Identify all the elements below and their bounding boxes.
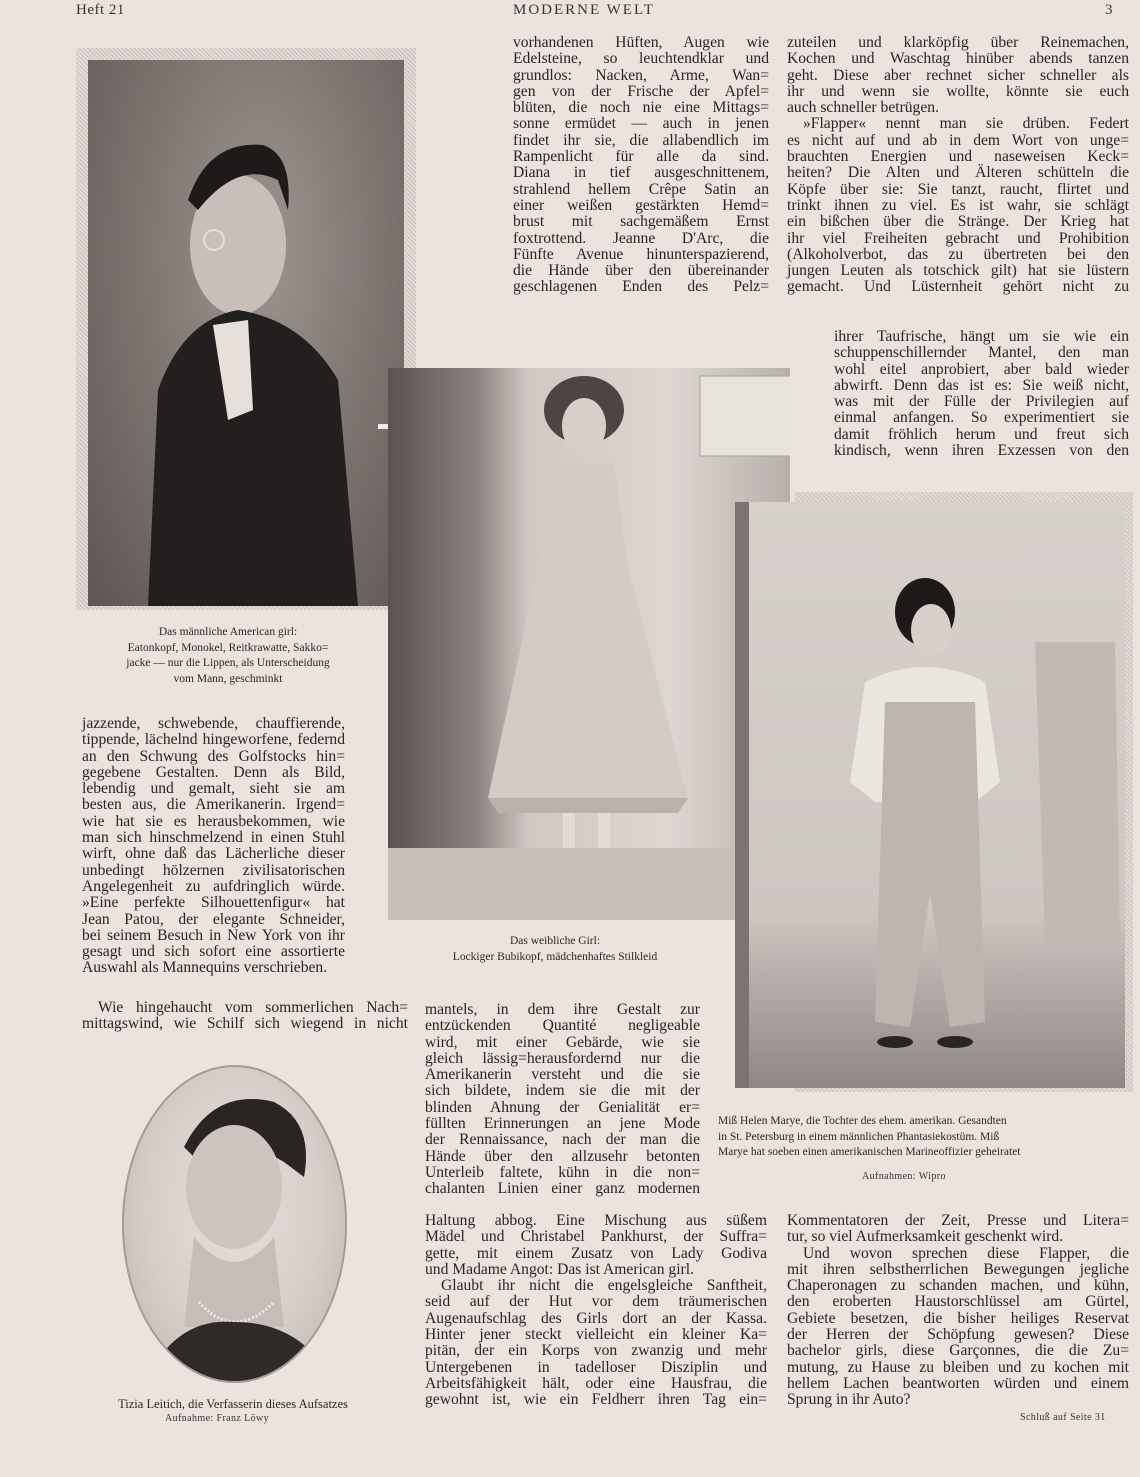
text-line: einer weißen gestärkten Hemd= <box>513 196 769 214</box>
text-line: pitän, der ein Korps von zwanzig und mehr <box>425 1342 767 1360</box>
text-line: und Madame Angot: Das ist American girl. <box>425 1260 694 1278</box>
caption-line: Marye hat soeben einen amerikanischen Marineoffizier geheiratet <box>718 1146 1021 1158</box>
caption-line: Lockiger Bubikopf, mädchenhaftes Stilkleid <box>452 950 658 963</box>
text-line: Diana in tief ausgeschnittenem, <box>513 164 769 182</box>
text-line: Sprung in ihr Auto? <box>787 1391 911 1409</box>
magazine-title: MODERNE WELT <box>513 2 655 18</box>
text-line: gleich lässig=herausfordernd nur die <box>425 1049 700 1067</box>
text-line: Haltung abbog. Eine Mischung aus süßem <box>425 1212 767 1229</box>
text-line: ihr und wenn sie wollte, könnte sie euch <box>787 82 1129 100</box>
text-line: foxtrottend. Jeanne D'Arc, die <box>513 229 769 247</box>
text-line: gen von der Frische der Apfel= <box>513 82 769 100</box>
text-line: ihr viel Freiheiten gebracht und Prohibition <box>787 229 1129 247</box>
text-line: gette, mit einem Zusatz von Lady Godiva <box>425 1244 767 1262</box>
text-line: an den Schwung des Golfstocks hin= <box>82 747 345 765</box>
caption-line: jacke — nur die Lippen, als Unterscheidung <box>126 657 330 669</box>
text-line: lebendig und gemalt, sieht sie am <box>82 780 345 798</box>
caption-line: vom Mann, geschminkt <box>173 672 283 685</box>
text-line: es nicht auf und ab in dem Wort von unge= <box>787 131 1129 149</box>
text-line: chalanten Linien einer ganz modernen <box>425 1180 700 1198</box>
caption-line: Miß Helen Marye, die Tochter des ehem. amerikan. Gesandten <box>718 1115 1007 1127</box>
text-line: schuppenschillernder Mantel, den man <box>834 344 1129 362</box>
text-line: Fünfte Avenue hinunterspazierend, <box>513 245 769 263</box>
text-line: kindisch, wenn ihren Exzessen von den <box>834 442 1129 460</box>
photo-2-caption <box>395 934 715 965</box>
text-line: zuteilen und klarköpfig über Reinemachen, <box>787 34 1129 51</box>
text-line: auch schneller betrügen. <box>787 99 939 117</box>
text-line: der Rennaissance, nach der man die <box>425 1131 700 1149</box>
text-line: Auswahl als Mannequins verschrieben. <box>82 959 328 977</box>
portrait-photo-icon <box>88 60 404 606</box>
text-line: »Eine perfekte Silhouettenfigur« hat <box>82 894 345 912</box>
article-column-left-bottom <box>82 1000 408 1033</box>
text-line: füllten Erinnerungen an jene Mode <box>425 1115 700 1133</box>
text-line: Kochen und Waschtag hinüber abends tanzen <box>787 50 1129 68</box>
text-line: gegebene Gestalten. Denn als Bild, <box>82 763 345 781</box>
text-line: Rampenlicht für alle da sind. <box>513 148 769 166</box>
text-line: gemacht. Und Lüsternheit gehört nicht zu <box>787 278 1129 296</box>
text-line: die Hände über den übereinander <box>513 262 769 280</box>
text-line: ihrer Taufrische, hängt um sie wie ein <box>834 328 1129 345</box>
text-line: Untergebenen in tadelloser Disziplin und <box>425 1358 767 1376</box>
text-line: den eroberten Haustorschlüssel am Gürtel, <box>787 1293 1129 1311</box>
article-column-right-bottom <box>787 1213 1129 1409</box>
text-line: Kommentatoren der Zeit, Presse und Litera= <box>787 1212 1129 1229</box>
text-line: jungen Leuten als totschick gilt) hat sie lüstern <box>787 262 1129 280</box>
page-number: 3 <box>1105 2 1113 18</box>
text-line: Jean Patou, der elegante Schneider, <box>82 910 345 928</box>
text-line: damit fröhlich herum und freut sich <box>834 425 1129 443</box>
photo-frame-3 <box>795 492 1133 1092</box>
text-line: gesagt und sich sofort eine assortierte <box>82 943 345 961</box>
text-line: Gebiete besetzen, die bisher heiliges Reservat <box>787 1309 1129 1327</box>
text-line: hellem Lachen beantworten würden und einem <box>787 1374 1129 1392</box>
text-line: Arbeitsfähigkeit hält, oder eine Hausfrau, die <box>425 1374 767 1392</box>
text-line: geht. Diese aber rechnet sicher schneller als <box>787 66 1129 84</box>
text-line: sonne ermüdet — auch in jenen <box>513 115 769 133</box>
article-column-right-inset <box>834 329 1129 459</box>
text-line: »Flapper« nennt man sie drüben. Federt <box>803 115 1129 133</box>
text-line: wohl eitel anprobiert, aber bald wieder <box>834 360 1129 378</box>
photo-3-caption <box>718 1114 1118 1161</box>
text-line: entzückenden Quantité negligeable <box>425 1017 700 1035</box>
article-column-left-middle <box>82 716 345 977</box>
text-line: abwirft. Denn das ist es: Sie weiß nicht, <box>834 376 1129 394</box>
text-line: wie hat sie es herausbekommen, wie <box>82 812 345 830</box>
text-line: Glaubt ihr nicht die engelsgleiche Sanftheit, <box>441 1277 767 1295</box>
text-line: Chaperonagen zu schanden machen, und kühn, <box>787 1277 1129 1295</box>
text-line: Unterleib faltete, kühn in die non= <box>425 1163 700 1181</box>
text-line: brauchten Energien und naseweisen Keck= <box>787 148 1129 166</box>
article-column-middle-top <box>513 35 769 296</box>
text-line: blinden Ahnung der Genialität er= <box>425 1098 700 1116</box>
text-line: grundlos: Nacken, Arme, Wan= <box>513 66 769 84</box>
text-line: (Alkoholverbot, das zu übertreten bei den <box>787 245 1129 263</box>
text-line: man sich hinschmelzend in einen Stuhl <box>82 829 345 847</box>
text-line: tur, so viel Aufmerksamkeit geschenkt wird. <box>787 1228 1064 1246</box>
text-line: Wie hingehaucht vom sommerlichen Nach= <box>98 999 408 1016</box>
text-line: Augenaufschlag des Girls dort an der Kassa. <box>425 1309 767 1327</box>
text-line: heiten? Die Alten und Älteren schütteln die <box>787 164 1129 182</box>
text-line: unbedingt hölzernen zivilisatorischen <box>82 861 345 879</box>
text-line: wirft, ohne daß das Lächerliche dieser <box>82 845 345 863</box>
photo-2-illustration <box>388 368 790 920</box>
text-line: tippende, lächelnd hingeworfene, federnd <box>82 731 345 749</box>
text-line: Mädel und Christabel Pankhurst, der Suffra= <box>425 1228 767 1246</box>
text-line: Und wovon sprechen diese Flapper, die <box>803 1244 1129 1262</box>
text-line: Hände über den allzusehr betonten <box>425 1147 700 1165</box>
text-line: was mit der Fülle der Privilegien auf <box>834 393 1129 411</box>
text-line: blüten, die noch nie eine Mittags= <box>513 99 769 117</box>
photo-1-caption <box>78 625 378 687</box>
text-line: Köpfe über sie: Sie tanzt, raucht, flirtet und <box>787 180 1129 198</box>
photo-frame-1 <box>76 48 416 610</box>
text-line: trinkt ihnen zu viel. Es ist wahr, sie schlägt <box>787 196 1129 214</box>
photo-4-credit: Aufnahme: Franz Löwy <box>165 1413 270 1424</box>
text-line: vorhandenen Hüften, Augen wie <box>513 34 769 51</box>
caption-line: Das weibliche Girl: <box>509 935 601 947</box>
issue-number: Heft 21 <box>76 2 125 18</box>
text-line: geschlagenen Enden des Pelz= <box>513 278 769 296</box>
text-line: bei seinem Besuch in New York von ihr <box>82 926 345 944</box>
text-line: Edelsteine, so leuchtendklar und <box>513 50 769 68</box>
photo-1-illustration <box>88 60 404 606</box>
text-line: wird, mit einer Gebärde, wie sie <box>425 1033 700 1051</box>
text-line: findet ihr sie, die allabendlich im <box>513 131 769 149</box>
article-column-middle-bottom <box>425 1002 700 1198</box>
caption-line: in St. Petersburg in einem männlichen Phantasiekostüm. Miß <box>718 1130 1000 1143</box>
photo-3-credit: Aufnahmen: Wipro <box>862 1171 946 1182</box>
text-line: Angelegenheit zu aufdringlich würde. <box>82 877 345 895</box>
photo-4-illustration <box>124 1067 347 1383</box>
text-line: Amerikanerin versteht und die sie <box>425 1066 700 1084</box>
portrait-photo-icon <box>735 502 1125 1088</box>
text-line: mantels, in dem ihre Gestalt zur <box>425 1001 700 1018</box>
continued-on-page: Schluß auf Seite 31 <box>1020 1412 1106 1423</box>
text-line: gewohnt ist, wie ein Feldherr ihren Tag ein= <box>425 1391 767 1409</box>
portrait-photo-icon <box>122 1065 347 1383</box>
text-line: besten aus, die Amerikanerin. Irgend= <box>82 796 345 814</box>
photo-4-caption: Tizia Leitich, die Verfasserin dieses Aufsatzes <box>118 1397 348 1411</box>
caption-line: Das männliche American girl: <box>158 626 298 638</box>
text-line: seid auf der Hut vor dem träumerischen <box>425 1293 767 1311</box>
text-line: ein bißchen über die Stränge. Der Krieg hat <box>787 213 1129 231</box>
text-line: brust mit sachgemäßem Ernst <box>513 213 769 231</box>
text-line: Hinter jener steckt vielleicht ein kleiner Ka= <box>425 1326 767 1344</box>
text-line: mutung, zu Hause zu bleiben und zu kochen mit <box>787 1358 1129 1376</box>
caption-line: Eatonkopf, Monokel, Reitkrawatte, Sakko= <box>127 641 329 654</box>
text-line: mit ihren selbstherrlichen Bewegungen jegliche <box>787 1260 1129 1278</box>
text-line: strahlend hellem Crêpe Satin an <box>513 180 769 198</box>
photo-3-illustration <box>735 502 1125 1088</box>
text-line: der Herren der Schöpfung gewesen? Diese <box>787 1326 1129 1344</box>
article-column-middle-bottom-wide <box>425 1213 767 1409</box>
text-line: mittagswind, wie Schilf sich wiegend in nicht <box>82 1015 408 1033</box>
text-line: sich bildete, indem sie die mit der <box>425 1082 700 1100</box>
article-column-right-top <box>787 35 1129 296</box>
text-line: einmal anfangen. So experimentiert sie <box>834 409 1129 427</box>
portrait-photo-icon <box>388 368 790 920</box>
text-line: bachelor girls, diese Garçonnes, die die Zu= <box>787 1342 1129 1360</box>
text-line: jazzende, schwebende, chauffierende, <box>82 715 345 732</box>
